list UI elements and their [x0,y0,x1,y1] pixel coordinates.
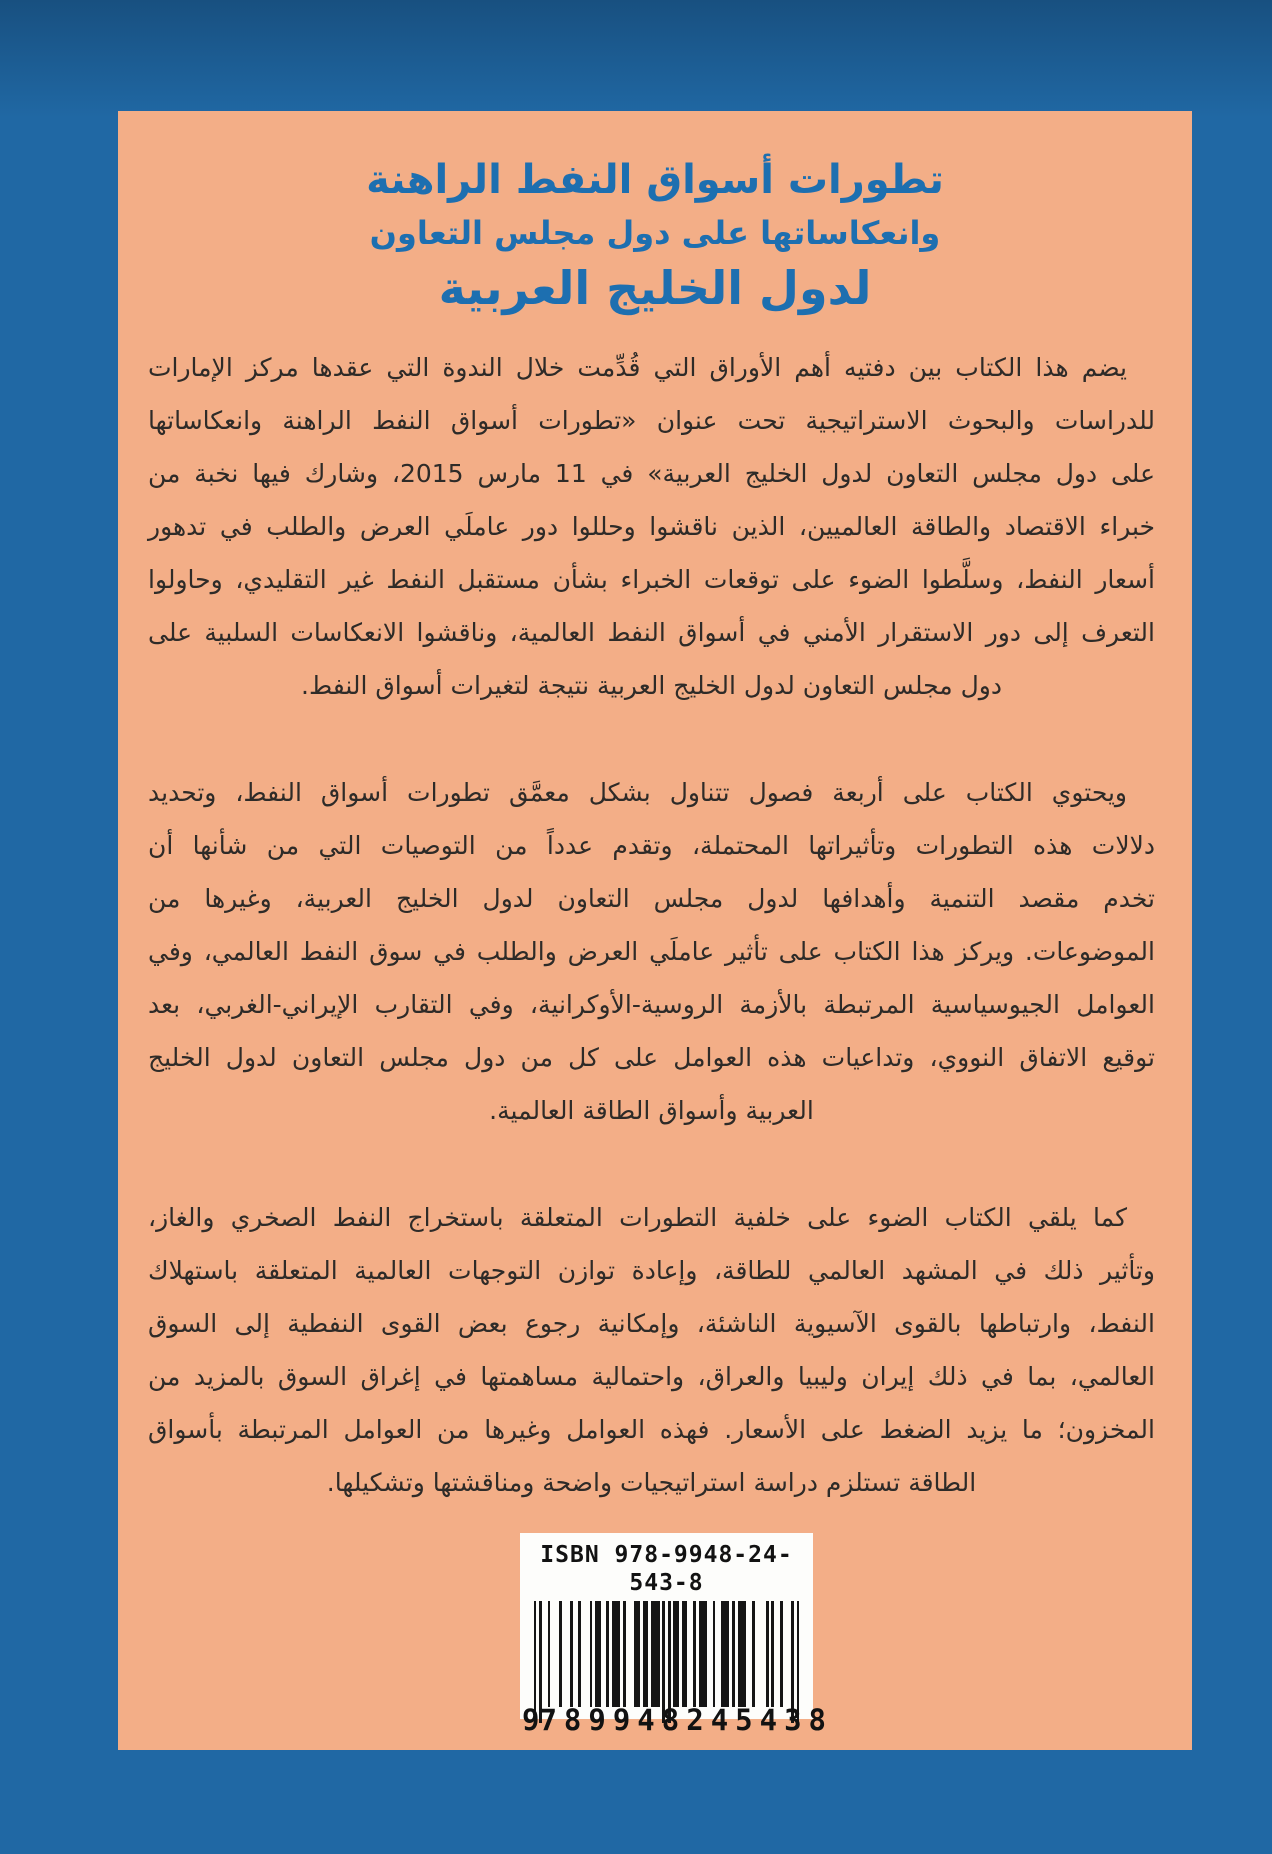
cover-top-shade [0,0,1272,118]
barcode-digit-group2: 245438 [686,1703,833,1737]
isbn-barcode-box [520,1533,833,1737]
synopsis-line: خبراء الاقتصاد والطاقة العالميين، الذين ناقشوا وحللوا دور عاملَي العرض والطلب في تدهور [148,512,1155,541]
synopsis-line: توقيع الاتفاق النووي، وتداعيات هذه العوامل على كل من دول مجلس التعاون لدول الخليج [148,1043,1155,1072]
back-cover-panel [118,111,1192,1750]
isbn-number-label: ISBN 978-9948-24-543-8 [540,1542,793,1596]
synopsis-line: ويحتوي الكتاب على أربعة فصول تتناول بشكل معمَّق تطورات أسواق النفط، وتحديد [148,778,1127,807]
barcode-digit-leading: 9 [522,1703,540,1737]
synopsis-line: كما يلقي الكتاب الضوء على خلفية التطورات المتعلقة باستخراج النفط الصخري والغاز، [148,1203,1127,1232]
synopsis-line: تخدم مقصد التنمية وأهدافها لدول مجلس التعاون لدول الخليج العربية، وغيرها من [148,884,1155,913]
synopsis-line: أسعار النفط، وسلَّطوا الضوء على توقعات الخبراء بشأن مستقبل النفط غير التقليدي، وحاولوا [148,565,1155,594]
book-title-line1: تطورات أسواق النفط الراهنة [366,157,944,203]
synopsis-text [118,341,1192,1509]
synopsis-line: العالمي، بما في ذلك إيران وليبيا والعراق، واحتمالية مساهمتها في إغراق السوق بالمزيد من [148,1362,1155,1391]
synopsis-line: دلالات هذه التطورات وتأثيراتها المحتملة، وتقدم عدداً من التوصيات التي من شأنها أن [148,831,1155,860]
synopsis-line: العوامل الجيوسياسية المرتبطة بالأزمة الروسية-الأوكرانية، وفي التقارب الإيراني-الغربي، بعد [148,990,1155,1019]
synopsis-line: العربية وأسواق الطاقة العالمية. [489,1096,814,1125]
barcode-digits [520,1703,833,1737]
synopsis-line: دول مجلس التعاون لدول الخليج العربية نتيجة لتغيرات أسواق النفط. [301,671,1002,700]
book-title-line3: لدول الخليج العربية [438,261,872,315]
synopsis-paragraph-1 [148,341,1155,712]
synopsis-line: يضم هذا الكتاب بين دفتيه أهم الأوراق التي قُدِّمت خلال الندوة التي عقدها مركز الإمارات [148,353,1127,382]
title-block [118,157,1192,315]
synopsis-line: المخزون؛ ما يزيد الضغط على الأسعار. فهذه العوامل وغيرها من العوامل المرتبطة بأسواق [148,1415,1155,1444]
synopsis-line: النفط، وارتباطها بالقوى الآسيوية الناشئة، وإمكانية رجوع بعض القوى النفطية إلى السوق [148,1309,1155,1338]
synopsis-line: وتأثير ذلك في المشهد العالمي للطاقة، وإعادة توازن التوجهات العالمية المتعلقة باستهلاك [148,1256,1155,1285]
barcode-digit-group1: 789948 [539,1703,687,1737]
synopsis-paragraph-3 [148,1191,1155,1509]
synopsis-line: على دول مجلس التعاون لدول الخليج العربية» في 11 مارس 2015، وشارك فيها نخبة من [148,459,1155,488]
synopsis-paragraph-2 [148,766,1155,1137]
synopsis-line: التعرف إلى دور الاستقرار الأمني في أسواق النفط العالمية، وناقشوا الانعكاسات السلبية على [148,618,1155,647]
synopsis-line: للدراسات والبحوث الاستراتيجية تحت عنوان «تطورات أسواق النفط الراهنة وانعكاساتها [148,406,1155,435]
synopsis-line: الطاقة تستلزم دراسة استراتيجيات واضحة ومناقشتها وتشكيلها. [326,1468,977,1497]
book-title-line2: وانعكاساتها على دول مجلس التعاون [369,214,941,252]
synopsis-line: الموضوعات. ويركز هذا الكتاب على تأثير عاملَي العرض والطلب في سوق النفط العالمي، وفي [148,937,1155,966]
